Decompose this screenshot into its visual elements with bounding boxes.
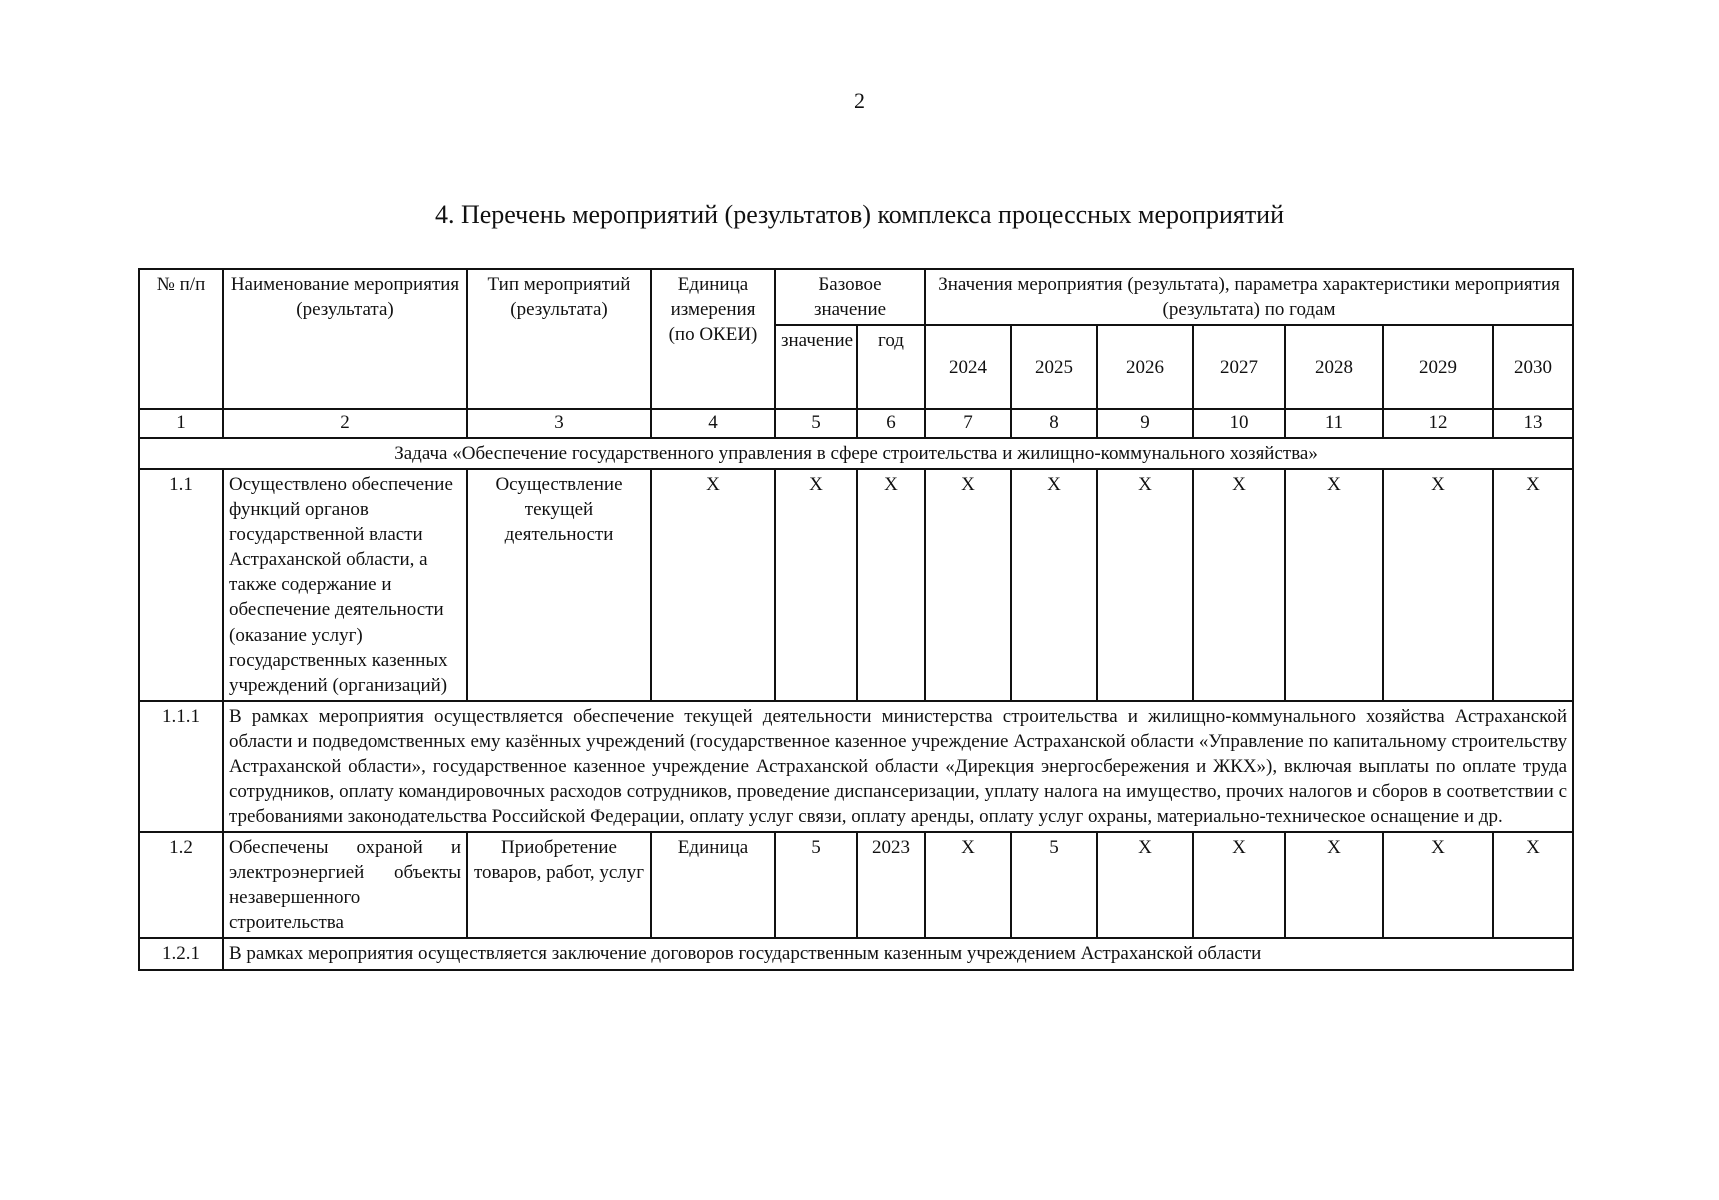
- header-values-by-year: Значения мероприятия (результата), параметра характеристики мероприятия (результата) по годам: [925, 269, 1573, 325]
- row-num: 1.2: [139, 832, 223, 938]
- row-cell: X: [1285, 469, 1383, 701]
- row-name: Обеспечены охраной и электроэнергией объекты незавершенного строительства: [223, 832, 467, 938]
- row-cell: X: [1097, 832, 1193, 938]
- header-unit: Единица измерения (по ОКЕИ): [651, 269, 775, 409]
- description-text: В рамках мероприятия осуществляется обеспечение текущей деятельности министерства строительства и жилищно-коммунального хозяйства Астраханской области и подведомственных ему казённых учреждений (государственное казенное учреждение Астраханской области «Управление по капитальному строительству Астраханской области», государственное казенное учреждение Астраханской области «Дирекция энергосбережения и ЖКХ»), включая выплаты по оплате труда сотрудников, оплату командировочных расходов сотрудников, проведение диспансеризации, уплату налога на имущество, прочих налогов и сборов в соответствии с требованиями законодательства Российской Федерации, оплату услуг связи, оплату аренды, оплату услуг охраны, материально-техническое оснащение и др.: [223, 701, 1573, 832]
- activities-table: [138, 268, 1574, 971]
- header-year: 2029: [1383, 325, 1493, 409]
- header-base-year: год: [857, 325, 925, 409]
- table-row: [139, 832, 1573, 938]
- column-number: 8: [1011, 409, 1097, 438]
- row-cell: X: [1193, 832, 1285, 938]
- row-type: Осуществление текущей деятельности: [467, 469, 651, 701]
- row-type: Приобретение товаров, работ, услуг: [467, 832, 651, 938]
- column-number: 3: [467, 409, 651, 438]
- header-base: Базовое значение: [775, 269, 925, 325]
- description-row: [139, 938, 1573, 969]
- task-section-title: Задача «Обеспечение государственного управления в сфере строительства и жилищно-коммунального хозяйства»: [139, 438, 1573, 469]
- description-num: 1.2.1: [139, 938, 223, 969]
- header-name: Наименование мероприятия (результата): [223, 269, 467, 409]
- row-num: 1.1: [139, 469, 223, 701]
- row-cell: X: [1493, 469, 1573, 701]
- header-year: 2028: [1285, 325, 1383, 409]
- row-cell: X: [1383, 832, 1493, 938]
- column-number: 5: [775, 409, 857, 438]
- column-number: 7: [925, 409, 1011, 438]
- header-type: Тип мероприятий (результата): [467, 269, 651, 409]
- row-cell: X: [1383, 469, 1493, 701]
- row-cell: X: [925, 832, 1011, 938]
- column-number: 6: [857, 409, 925, 438]
- row-cell: X: [1285, 832, 1383, 938]
- row-cell: X: [857, 469, 925, 701]
- column-number: 10: [1193, 409, 1285, 438]
- row-cell: 5: [1011, 832, 1097, 938]
- row-cell: X: [1097, 469, 1193, 701]
- row-cell: X: [1493, 832, 1573, 938]
- row-cell: X: [1193, 469, 1285, 701]
- row-cell: X: [925, 469, 1011, 701]
- column-number: 11: [1285, 409, 1383, 438]
- row-cell: X: [775, 469, 857, 701]
- row-cell: X: [651, 469, 775, 701]
- row-name: Осуществлено обеспечение функций органов государственной власти Астраханской области, а также содержание и обеспечение деятельности (оказание услуг) государственных казенных учреждений (организаций): [223, 469, 467, 701]
- column-number: 12: [1383, 409, 1493, 438]
- description-num: 1.1.1: [139, 701, 223, 832]
- page-number: 2: [854, 88, 865, 113]
- document-title: 4. Перечень мероприятий (результатов) комплекса процессных мероприятий: [434, 200, 1285, 229]
- header-year: 2025: [1011, 325, 1097, 409]
- header-base-value: значение: [775, 325, 857, 409]
- header-year: 2024: [925, 325, 1011, 409]
- column-number: 13: [1493, 409, 1573, 438]
- description-text: В рамках мероприятия осуществляется заключение договоров государственным казенным учреждением Астраханской области: [223, 938, 1573, 969]
- description-row: [139, 701, 1573, 832]
- row-cell: X: [1011, 469, 1097, 701]
- column-number: 1: [139, 409, 223, 438]
- header-year: 2027: [1193, 325, 1285, 409]
- header-year: 2030: [1493, 325, 1573, 409]
- row-cell: 5: [775, 832, 857, 938]
- header-num: № п/п: [139, 269, 223, 409]
- column-number: 4: [651, 409, 775, 438]
- column-number: 2: [223, 409, 467, 438]
- column-number: 9: [1097, 409, 1193, 438]
- row-cell: 2023: [857, 832, 925, 938]
- row-cell: Единица: [651, 832, 775, 938]
- table-row: [139, 469, 1573, 701]
- header-year: 2026: [1097, 325, 1193, 409]
